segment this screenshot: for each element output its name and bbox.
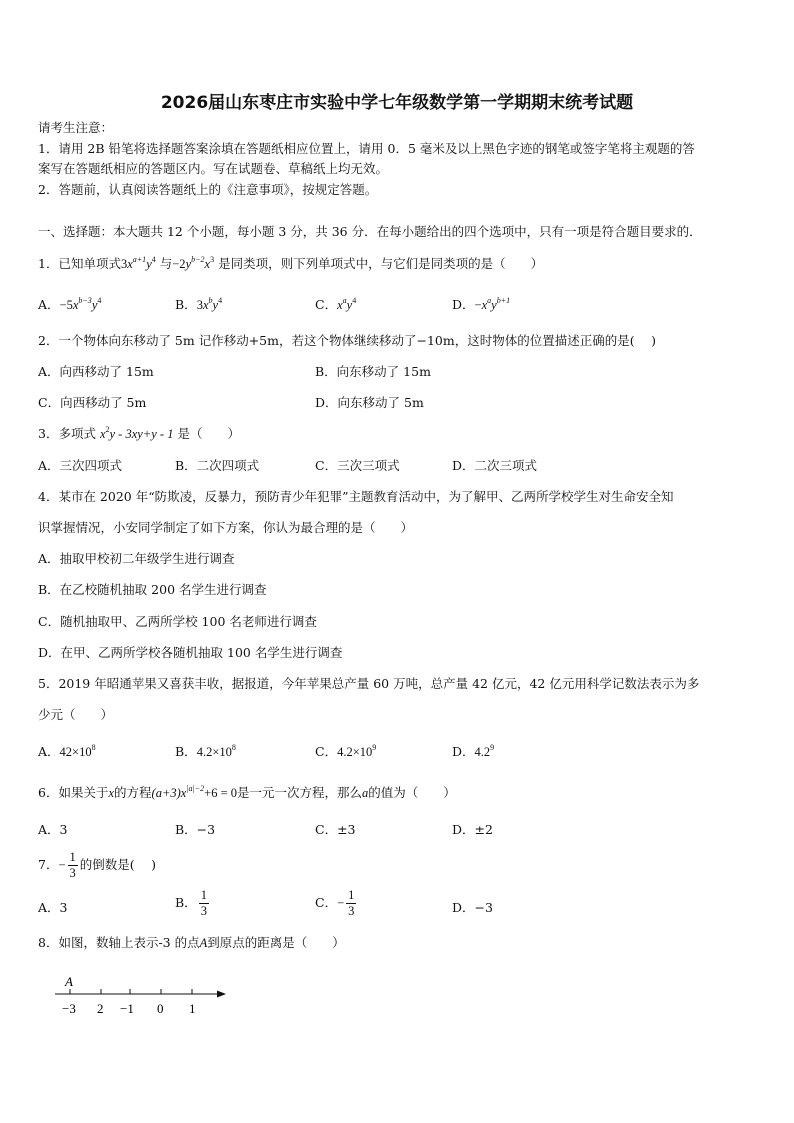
notice-item-2: 2．答题前，认真阅读答题纸上的《注意事项》，按规定答题。 — [38, 182, 378, 197]
q5-option-a: A．$42\times 10^8$ — [38, 743, 96, 759]
tick-label: 2 — [97, 1001, 104, 1016]
question-5-line-1: 5．2019 年昭通苹果又喜获丰收，据报道，今年苹果总产量 60 万吨，总产量 42 亿元，42 亿元用科学记数法表示为多 — [38, 676, 700, 691]
q7-option-a: A．3 — [38, 900, 68, 915]
q7-option-d: D．−3 — [452, 900, 493, 915]
q4-option-b: B．在乙校随机抽取 200 名学生进行调查 — [38, 582, 267, 597]
q5-option-b: B．$4.2\times 10^8$ — [175, 743, 236, 759]
q6-option-c: C．±3 — [315, 822, 356, 837]
q1-option-c: C．$x^ay^4$ — [315, 296, 357, 312]
q7-option-c: C．− $\frac{1}{3}$ — [315, 888, 355, 918]
tick-label: −1 — [120, 1001, 134, 1016]
number-line-figure — [50, 970, 240, 1020]
q5-option-c: C．$4.2\times 10^9$ — [315, 743, 377, 759]
point-a-label: A — [65, 974, 73, 989]
q1-option-b: B．$3x^by^4$ — [175, 296, 223, 312]
notice-item-1-line-1: 1．请用 2B 铅笔将选择题答案涂填在答题纸相应位置上，请用 0．5 毫米及以上黑色字迹的钢笔或签字笔将主观题的答 — [38, 141, 695, 156]
question-4-line-1: 4．某市在 2020 年“防欺凌，反暴力，预防青少年犯罪”主题教育活动中，为了解甲、乙两所学校学生对生命安全知 — [38, 489, 674, 504]
axis-arrow — [217, 991, 226, 998]
q7-fraction: $\frac{1}{3}$ — [69, 850, 76, 880]
q4-option-d: D．在甲、乙两所学校各随机抽取 100 名学生进行调查 — [38, 645, 343, 660]
q6-option-a: A．3 — [38, 822, 68, 837]
notice-heading: 请考生注意： — [38, 120, 114, 135]
q7-option-b: B． $\frac{1}{3}$ — [175, 888, 207, 918]
question-3: 3．多项式 $x^2y - 3xy+y - 1$ 是（ ） — [38, 425, 240, 441]
question-8: 8．如图，数轴上表示-3 的点A到原点的距离是（ ） — [38, 935, 345, 950]
q3-option-a: A．三次四项式 — [38, 458, 123, 473]
section-heading: 一、选择题：本大题共 12 个小题，每小题 3 分，共 36 分．在每小题给出的四个选项中，只有一项是符合题目要求的． — [38, 224, 702, 239]
q3-option-d: D．二次三项式 — [452, 458, 538, 473]
q5-option-d: D．$4.2^9$ — [452, 743, 495, 759]
question-6: 6．如果关于x的方程$(a+3)x^{|a|-2}+6 = 0$是一元一次方程，那么a的值为（ ） — [38, 784, 456, 800]
q6-option-b: B．−3 — [175, 822, 216, 837]
q3-option-c: C．三次三项式 — [315, 458, 400, 473]
q6-option-d: D．±2 — [452, 822, 493, 837]
question-7: 7．− $\frac{1}{3}$ 的倒数是( ) — [38, 850, 156, 880]
question-4-line-2: 识掌握情况，小安同学制定了如下方案，你认为最合理的是（ ） — [38, 520, 414, 535]
tick-label: 1 — [189, 1001, 196, 1016]
question-5-line-2: 少元（ ） — [38, 707, 114, 722]
q1-option-a: A．$-5x^{b-3}y^4$ — [38, 296, 102, 312]
question-1: 1．已知单项式$3x^{a+1}y^4$ 与$-2y^{b-2}x^3$ 是同类项，则下列单项式中，与它们是同类项的是（ ） — [38, 255, 544, 271]
tick-label: 0 — [157, 1001, 164, 1016]
q3-option-b: B．二次四项式 — [175, 458, 260, 473]
q1-option-d: D．$-x^ay^{b+1}$ — [452, 296, 511, 312]
q2-option-a: A．向西移动了 15m — [38, 364, 154, 379]
q4-option-c: C．随机抽取甲、乙两所学校 100 名老师进行调查 — [38, 614, 317, 629]
q2-option-c: C．向西移动了 5m — [38, 395, 147, 410]
question-2: 2．一个物体向东移动了 5m 记作移动+5m，若这个物体继续移动了−10m，这时物体的位置描述正确的是( ) — [38, 333, 656, 348]
q2-option-b: B．向东移动了 15m — [315, 364, 431, 379]
q2-option-d: D．向东移动了 5m — [315, 395, 424, 410]
notice-item-1-line-2: 案写在答题纸相应的答题区内。写在试题卷、草稿纸上均无效。 — [38, 161, 389, 176]
q4-option-a: A．抽取甲校初二年级学生进行调查 — [38, 551, 235, 566]
page-title: 2026届山东枣庄市实验中学七年级数学第一学期期末统考试题 — [160, 93, 634, 113]
tick-label: −3 — [62, 1001, 76, 1016]
